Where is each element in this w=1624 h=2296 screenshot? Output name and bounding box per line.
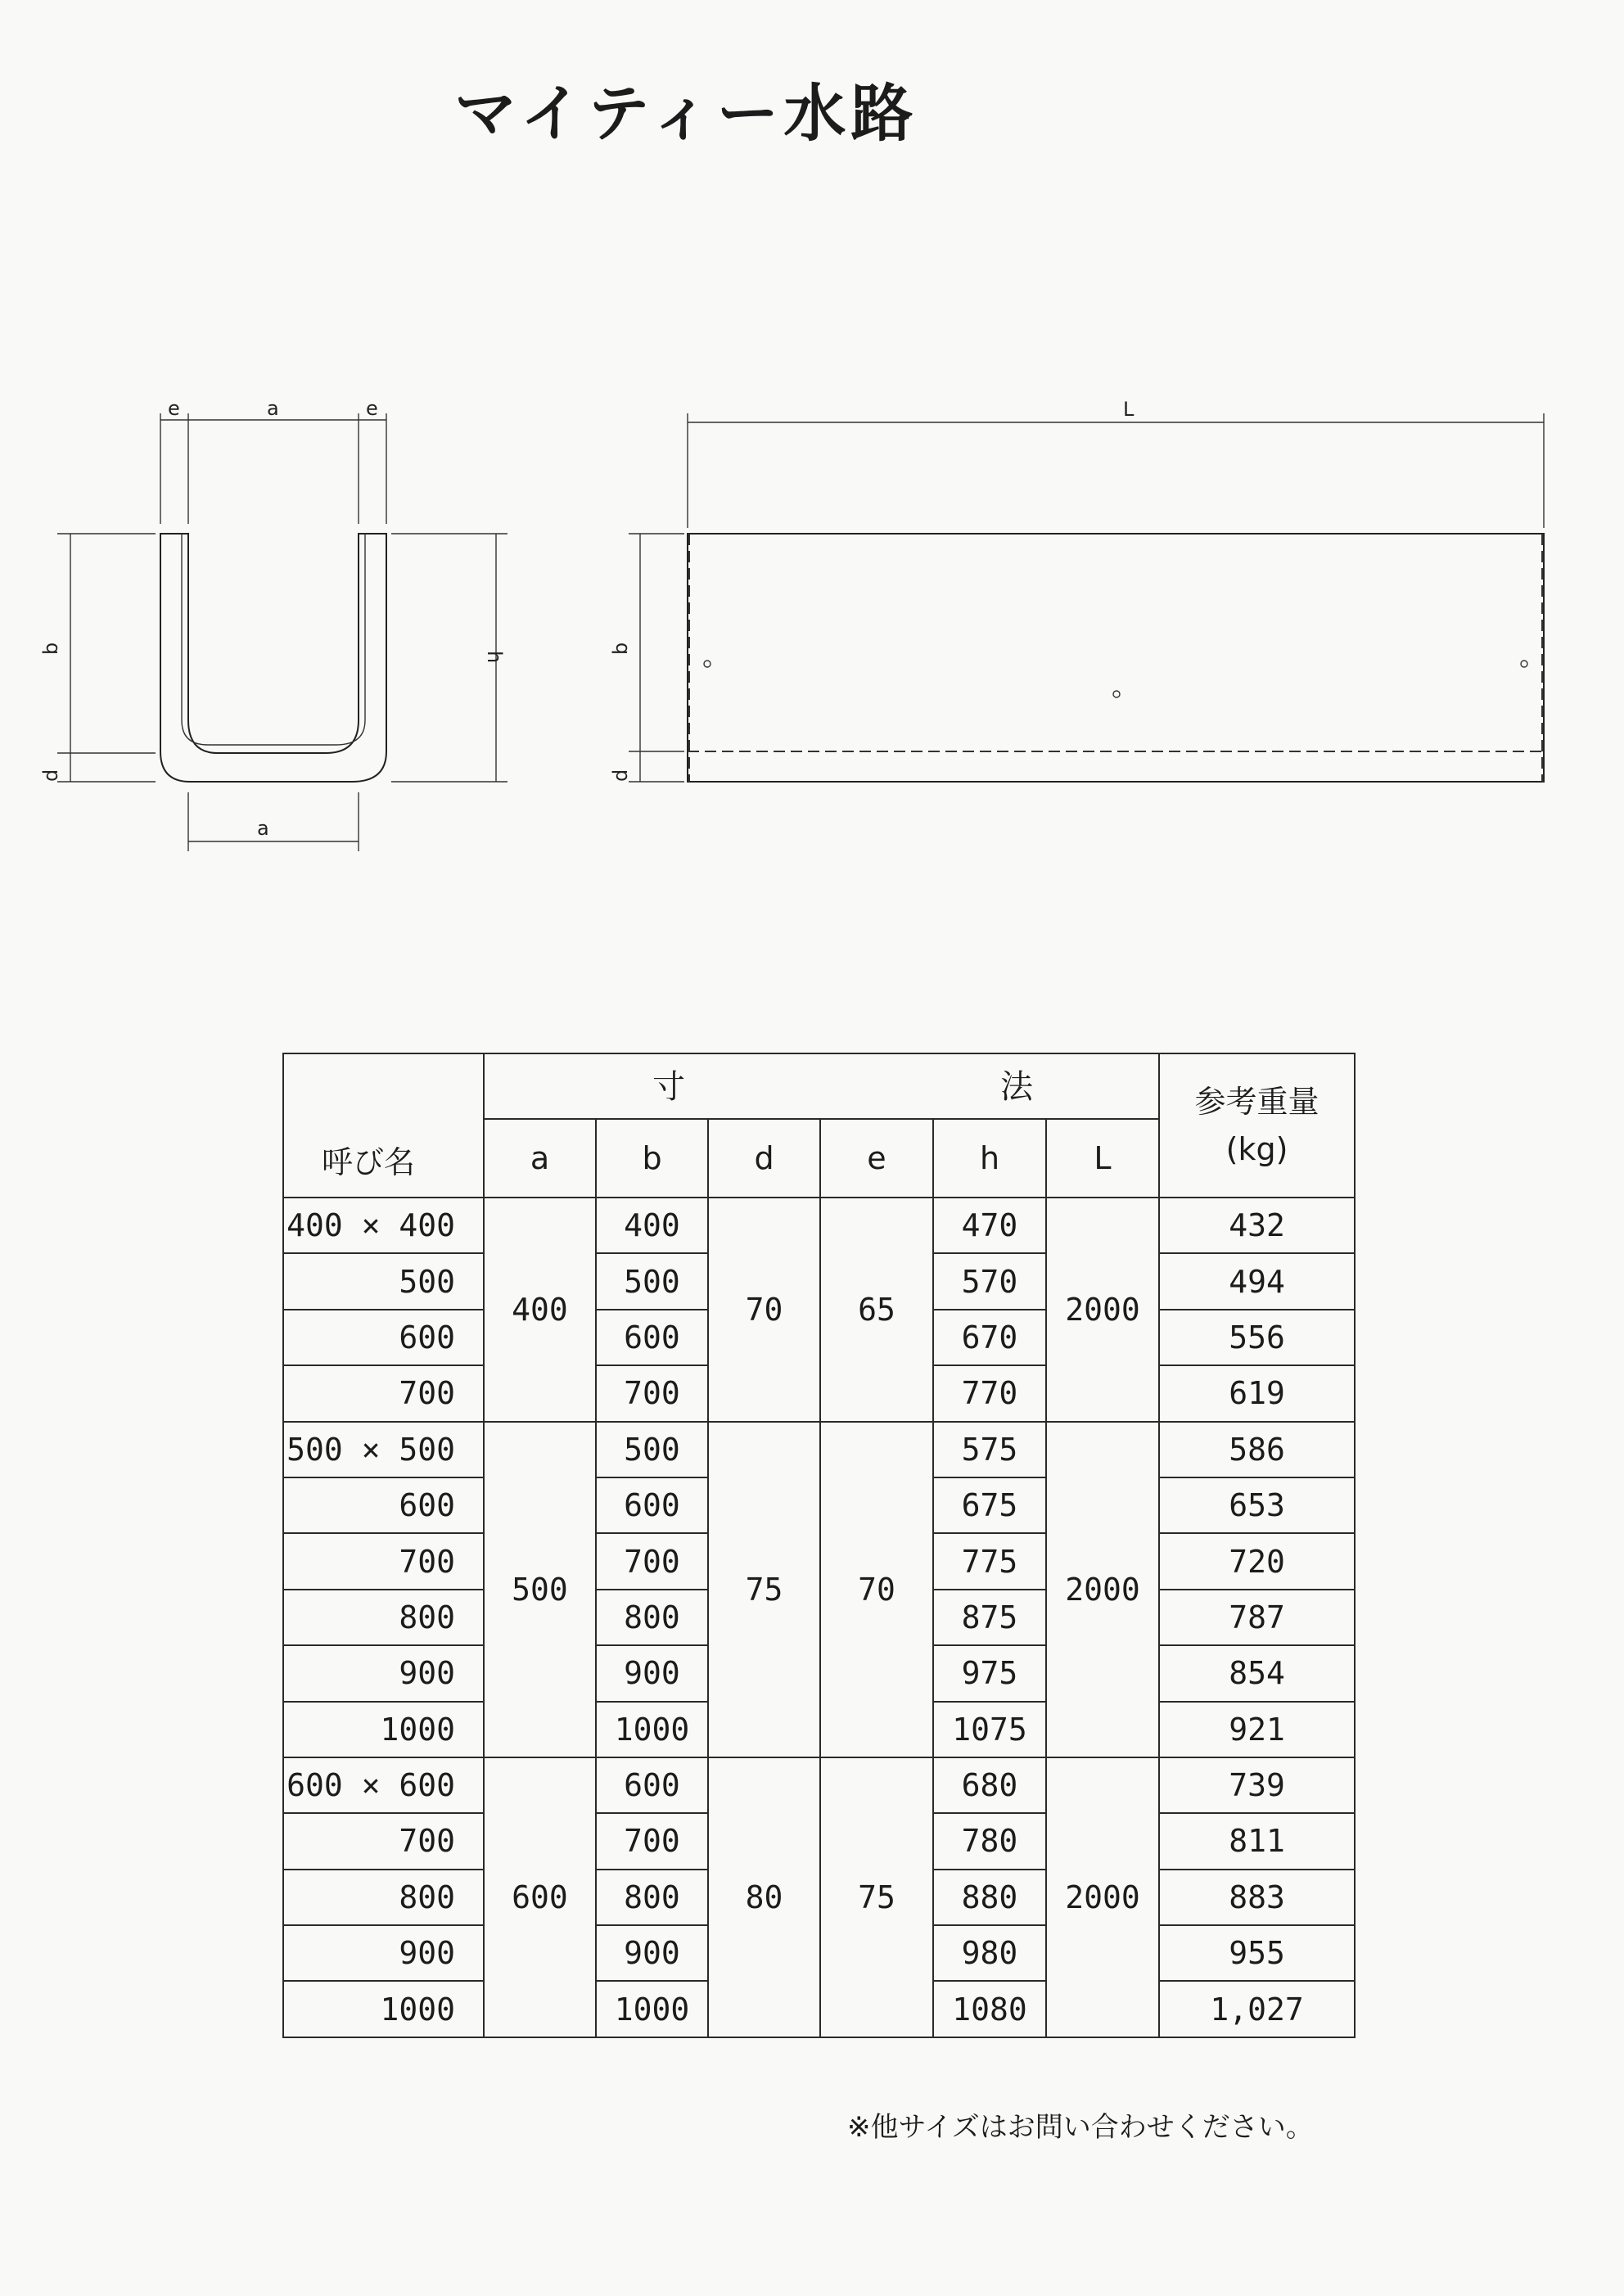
header-L: L	[1046, 1119, 1159, 1198]
dim-label-a-bottom: a	[257, 817, 269, 840]
header-dim-left: 寸	[652, 1068, 685, 1106]
channel-drawings	[0, 0, 1624, 900]
group-d: 75	[708, 1422, 820, 1757]
footnote: ※他サイズはお問い合わせください。	[847, 2111, 1314, 2144]
row-b: 700	[596, 1533, 708, 1589]
dim-label-b-side: b	[609, 642, 632, 655]
row-h: 1075	[933, 1702, 1046, 1757]
row-weight: 883	[1159, 1870, 1355, 1925]
row-h: 670	[933, 1310, 1046, 1365]
row-h: 1080	[933, 1981, 1046, 2037]
dim-label-b: b	[39, 642, 62, 655]
header-a: a	[484, 1119, 596, 1198]
row-h: 675	[933, 1477, 1046, 1533]
header-name-cell	[283, 1053, 484, 1198]
page-title: マイティー水路	[454, 77, 918, 150]
row-h: 680	[933, 1757, 1046, 1813]
dim-label-e-right: e	[366, 397, 378, 420]
row-weight: 1,027	[1159, 1981, 1355, 2037]
row-weight: 653	[1159, 1477, 1355, 1533]
row-h: 570	[933, 1253, 1046, 1309]
group-L: 2000	[1046, 1757, 1159, 2037]
group-e: 65	[820, 1198, 933, 1422]
group-d: 70	[708, 1198, 820, 1422]
row-b: 1000	[596, 1981, 708, 2037]
row-b: 800	[596, 1870, 708, 1925]
row-weight: 739	[1159, 1757, 1355, 1813]
dim-label-L: L	[1123, 398, 1135, 421]
dim-label-d-side: d	[609, 769, 632, 782]
row-name: 700	[283, 1365, 484, 1421]
header-b: b	[596, 1119, 708, 1198]
row-b: 1000	[596, 1702, 708, 1757]
row-name: 800	[283, 1590, 484, 1645]
dim-label-a-top: a	[267, 397, 279, 420]
row-name: 400 × 400	[283, 1198, 484, 1253]
row-h: 875	[933, 1590, 1046, 1645]
row-name: 500	[283, 1253, 484, 1309]
group-a: 400	[484, 1198, 596, 1422]
dim-label-h: h	[483, 651, 506, 664]
row-b: 600	[596, 1310, 708, 1365]
row-h: 470	[933, 1198, 1046, 1253]
group-a: 500	[484, 1422, 596, 1757]
row-name: 1000	[283, 1981, 484, 2037]
group-e: 70	[820, 1422, 933, 1757]
table-row	[283, 1198, 1355, 1253]
row-name: 600	[283, 1477, 484, 1533]
spec-table	[282, 1053, 1356, 2038]
table-row	[283, 1422, 1355, 1477]
row-name: 700	[283, 1813, 484, 1869]
row-h: 770	[933, 1365, 1046, 1421]
header-weight-line1: 参考重量	[1194, 1084, 1320, 1120]
row-h: 575	[933, 1422, 1046, 1477]
row-name: 900	[283, 1925, 484, 1981]
header-weight-line2: (kg)	[1225, 1131, 1288, 1167]
row-b: 400	[596, 1198, 708, 1253]
group-L: 2000	[1046, 1422, 1159, 1757]
row-weight: 586	[1159, 1422, 1355, 1477]
side-elevation-drawing	[629, 413, 1544, 782]
row-name: 900	[283, 1645, 484, 1701]
row-b: 600	[596, 1477, 708, 1533]
group-e: 75	[820, 1757, 933, 2037]
row-h: 780	[933, 1813, 1046, 1869]
row-weight: 619	[1159, 1365, 1355, 1421]
row-weight: 787	[1159, 1590, 1355, 1645]
cross-section-drawing	[57, 413, 508, 851]
row-name: 700	[283, 1533, 484, 1589]
header-dim-right: 法	[1000, 1068, 1033, 1106]
row-name: 600	[283, 1310, 484, 1365]
dim-label-e-left: e	[168, 397, 180, 420]
header-name: 呼び名	[322, 1144, 416, 1180]
header-h: h	[933, 1119, 1046, 1198]
table-row	[283, 1757, 1355, 1813]
row-h: 975	[933, 1645, 1046, 1701]
row-weight: 556	[1159, 1310, 1355, 1365]
group-a: 600	[484, 1757, 596, 2037]
row-name: 1000	[283, 1702, 484, 1757]
row-b: 900	[596, 1925, 708, 1981]
row-weight: 494	[1159, 1253, 1355, 1309]
row-b: 700	[596, 1813, 708, 1869]
row-weight: 811	[1159, 1813, 1355, 1869]
row-weight: 921	[1159, 1702, 1355, 1757]
row-b: 500	[596, 1422, 708, 1477]
group-d: 80	[708, 1757, 820, 2037]
row-b: 500	[596, 1253, 708, 1309]
group-L: 2000	[1046, 1198, 1159, 1422]
row-h: 775	[933, 1533, 1046, 1589]
header-weight-cell	[1159, 1053, 1355, 1198]
header-e: e	[820, 1119, 933, 1198]
row-weight: 955	[1159, 1925, 1355, 1981]
row-weight: 720	[1159, 1533, 1355, 1589]
header-d: d	[708, 1119, 820, 1198]
header-dimensions	[484, 1053, 1159, 1119]
dim-label-d: d	[39, 769, 62, 782]
row-b: 900	[596, 1645, 708, 1701]
row-h: 980	[933, 1925, 1046, 1981]
row-weight: 432	[1159, 1198, 1355, 1253]
row-b: 600	[596, 1757, 708, 1813]
row-name: 600 × 600	[283, 1757, 484, 1813]
row-b: 800	[596, 1590, 708, 1645]
row-name: 500 × 500	[283, 1422, 484, 1477]
row-h: 880	[933, 1870, 1046, 1925]
row-b: 700	[596, 1365, 708, 1421]
row-weight: 854	[1159, 1645, 1355, 1701]
row-name: 800	[283, 1870, 484, 1925]
